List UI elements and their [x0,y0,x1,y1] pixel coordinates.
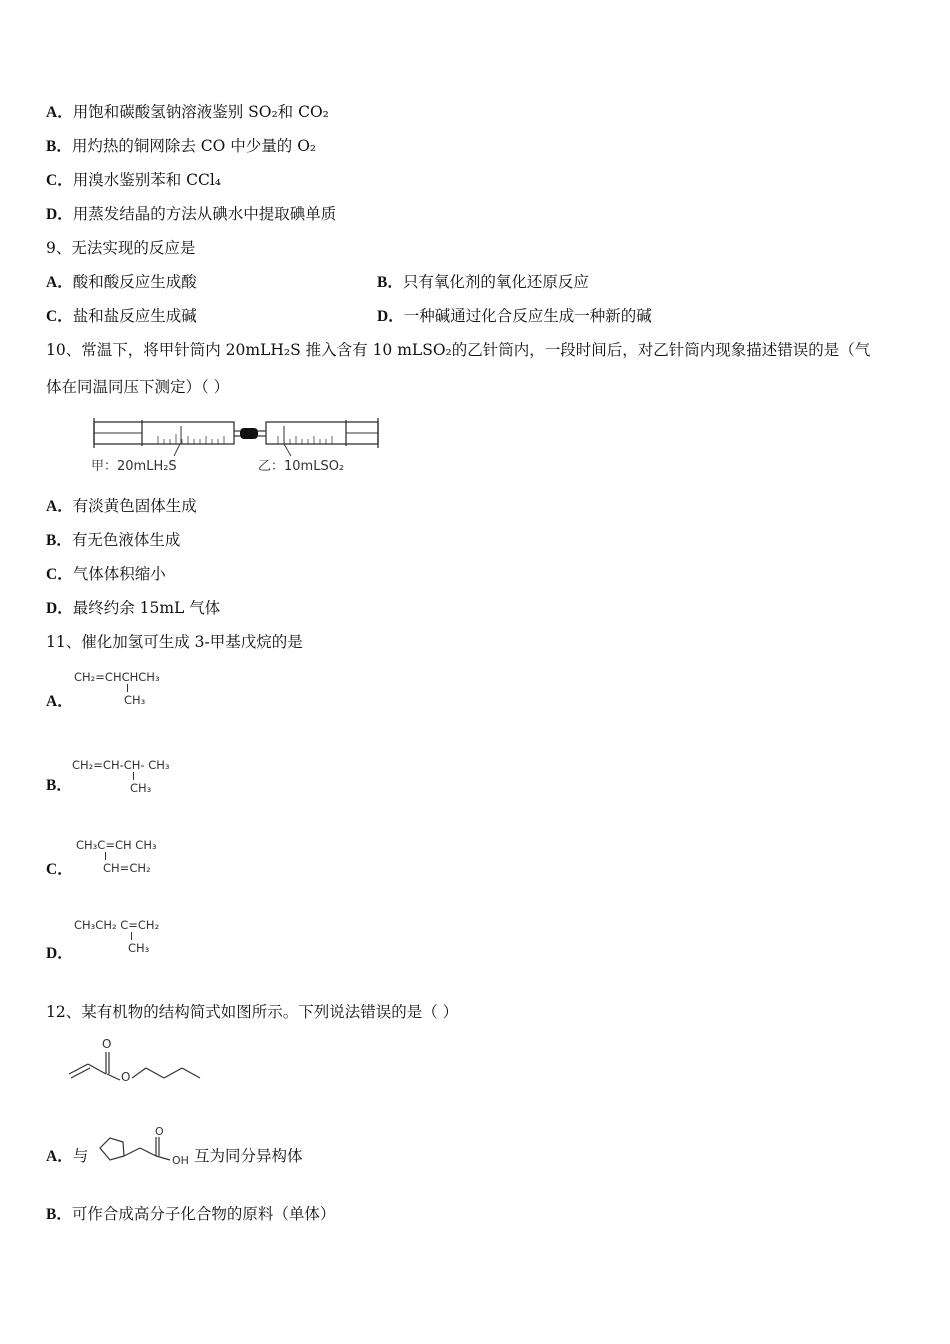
q11-c-branch: CH=CH₂ [103,861,151,875]
q10-stem-line1: 10、常温下，将甲针筒内 20mLH₂S 推入含有 10 mLSO₂的乙针筒内，一段时间后，对乙针筒内现象描述错误的是（气 [46,341,871,359]
q11-a-branch: CH₃ [124,693,146,707]
q11-option-d-label: D． [46,945,73,962]
q12-option-a [46,1146,88,1167]
option-text: 用灼热的铜网除去 CO 中少量的 O₂ [71,137,317,155]
q11-b-main-chain: CH₂=CH-CH- CH₃ [72,758,170,772]
q9-option-b [377,272,589,293]
q8-option-a [46,102,329,123]
q11-option-c-label: C． [46,861,73,878]
acid-carbonyl-oxygen-label: O [155,1125,164,1138]
q10-option-c [46,564,166,585]
q9-stem: 9、无法实现的反应是 [46,239,196,257]
option-text: 有无色液体生成 [71,531,181,549]
option-label: A． [46,274,73,291]
option-label: C． [46,308,73,325]
bond-line [127,684,128,692]
option-label: A． [46,1148,73,1165]
option-text: 酸和酸反应生成酸 [72,273,197,291]
option-text: 可作合成高分子化合物的原料（单体） [71,1205,336,1223]
option-label: C． [46,566,73,583]
q8-option-c [46,170,221,191]
option-label: D． [46,206,73,223]
bond-line [131,932,132,940]
q10-option-d [46,598,220,619]
carbonyl-oxygen-label: O [102,1037,112,1051]
option-label: A． [46,498,73,515]
option-label: B． [46,1206,72,1223]
option-label: B． [46,532,72,549]
syringe-left-label: 甲：20mLH₂S [91,459,177,474]
q9-option-c [46,306,197,327]
option-text: 用蒸发结晶的方法从碘水中提取碘单质 [72,205,337,223]
option-text: 盐和盐反应生成碱 [72,307,197,325]
q11-d-main-chain: CH₃CH₂ C=CH₂ [74,918,160,932]
option-label: D． [377,308,404,325]
option-text: 气体体积缩小 [72,565,166,583]
q10-option-b [46,530,180,551]
bond-line [133,772,134,780]
option-text: 用溴水鉴别苯和 CCl₄ [72,171,222,189]
option-label: B． [46,138,72,155]
bond-line [105,852,106,860]
q11-d-branch: CH₃ [128,941,150,955]
q11-stem: 11、催化加氢可生成 3-甲基戊烷的是 [46,633,303,651]
option-label: A． [46,104,73,121]
option-text: 只有氧化剂的氧化还原反应 [402,273,589,291]
q12-option-b [46,1204,335,1225]
hydroxyl-label: OH [172,1154,189,1167]
q10-option-a [46,496,197,517]
q9-option-d [377,306,652,327]
q8-option-b [46,136,316,157]
q12-option-a-text: 互为同分异构体 [194,1147,303,1165]
q9-option-a [46,272,197,293]
q8-option-d [46,204,336,225]
option-text-pre: 与 [72,1147,89,1165]
q11-option-b-label: B． [46,777,72,794]
q11-option-a-label: A． [46,693,73,710]
option-text: 用饱和碳酸氢钠溶液鉴别 SO₂和 CO₂ [72,103,329,121]
q11-a-main-chain: CH₂=CHCHCH₃ [74,670,160,684]
q12-stem: 12、某有机物的结构简式如图所示。下列说法错误的是（ ） [46,1003,459,1021]
option-label: B． [377,274,403,291]
q11-b-branch: CH₃ [130,781,152,795]
syringe-right-label: 乙：10mLSO₂ [258,459,345,474]
option-label: D． [46,600,73,617]
option-text: 最终约余 15mL 气体 [72,599,221,617]
q11-c-main-chain: CH₃C=CH CH₃ [76,838,157,852]
q10-stem-line2: 体在同温同压下测定）（ ） [46,378,230,396]
option-text: 有淡黄色固体生成 [72,497,197,515]
option-text: 一种碱通过化合反应生成一种新的碱 [403,307,652,325]
option-label: C． [46,172,73,189]
ester-oxygen-label: O [121,1070,131,1084]
butyl-acrylate-structure [64,1036,209,1092]
